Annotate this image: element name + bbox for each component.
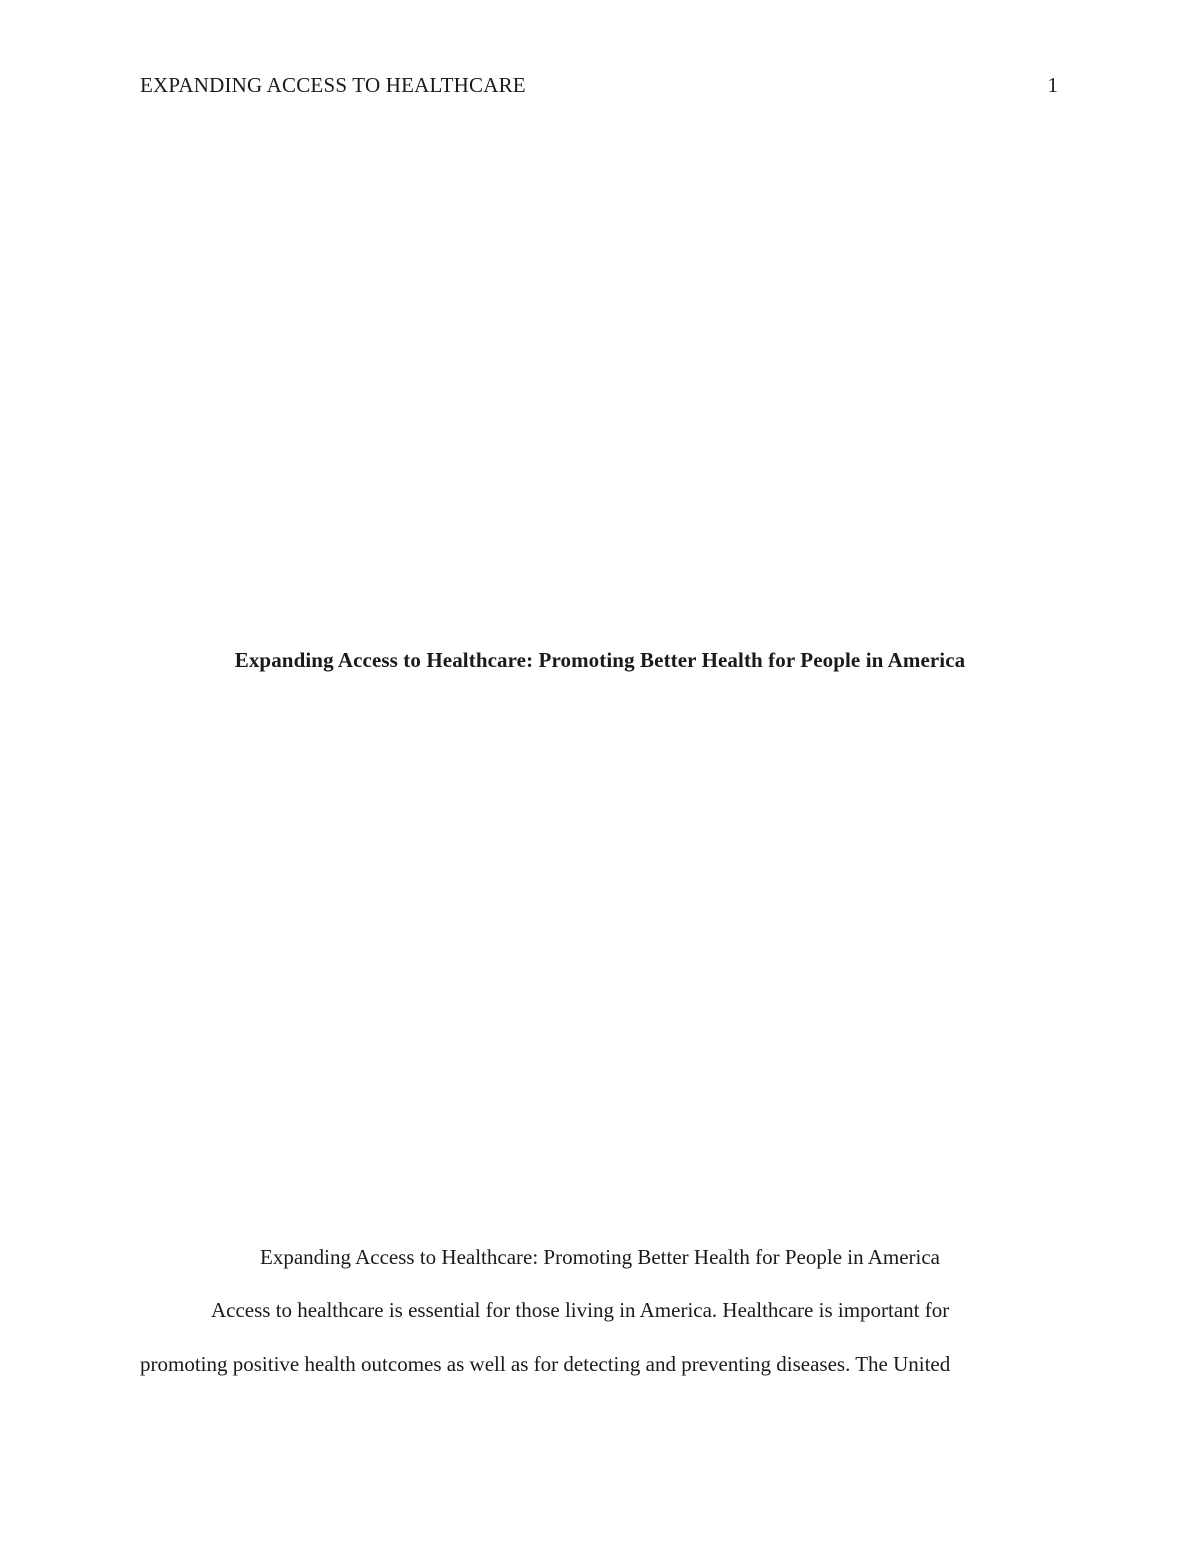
paragraph-line-2: promoting positive health outcomes as well as for detecting and preventing diseases. The United (140, 1352, 951, 1376)
page-number: 1 (1047, 73, 1058, 97)
paper-title: Expanding Access to Healthcare: Promoting Better Health for People in America (234, 648, 966, 672)
running-head: EXPANDING ACCESS TO HEALTHCARE (140, 73, 526, 97)
paragraph-line-1: Access to healthcare is essential for those living in America. Healthcare is important for (211, 1298, 950, 1322)
body-title: Expanding Access to Healthcare: Promoting Better Health for People in America (260, 1245, 940, 1269)
